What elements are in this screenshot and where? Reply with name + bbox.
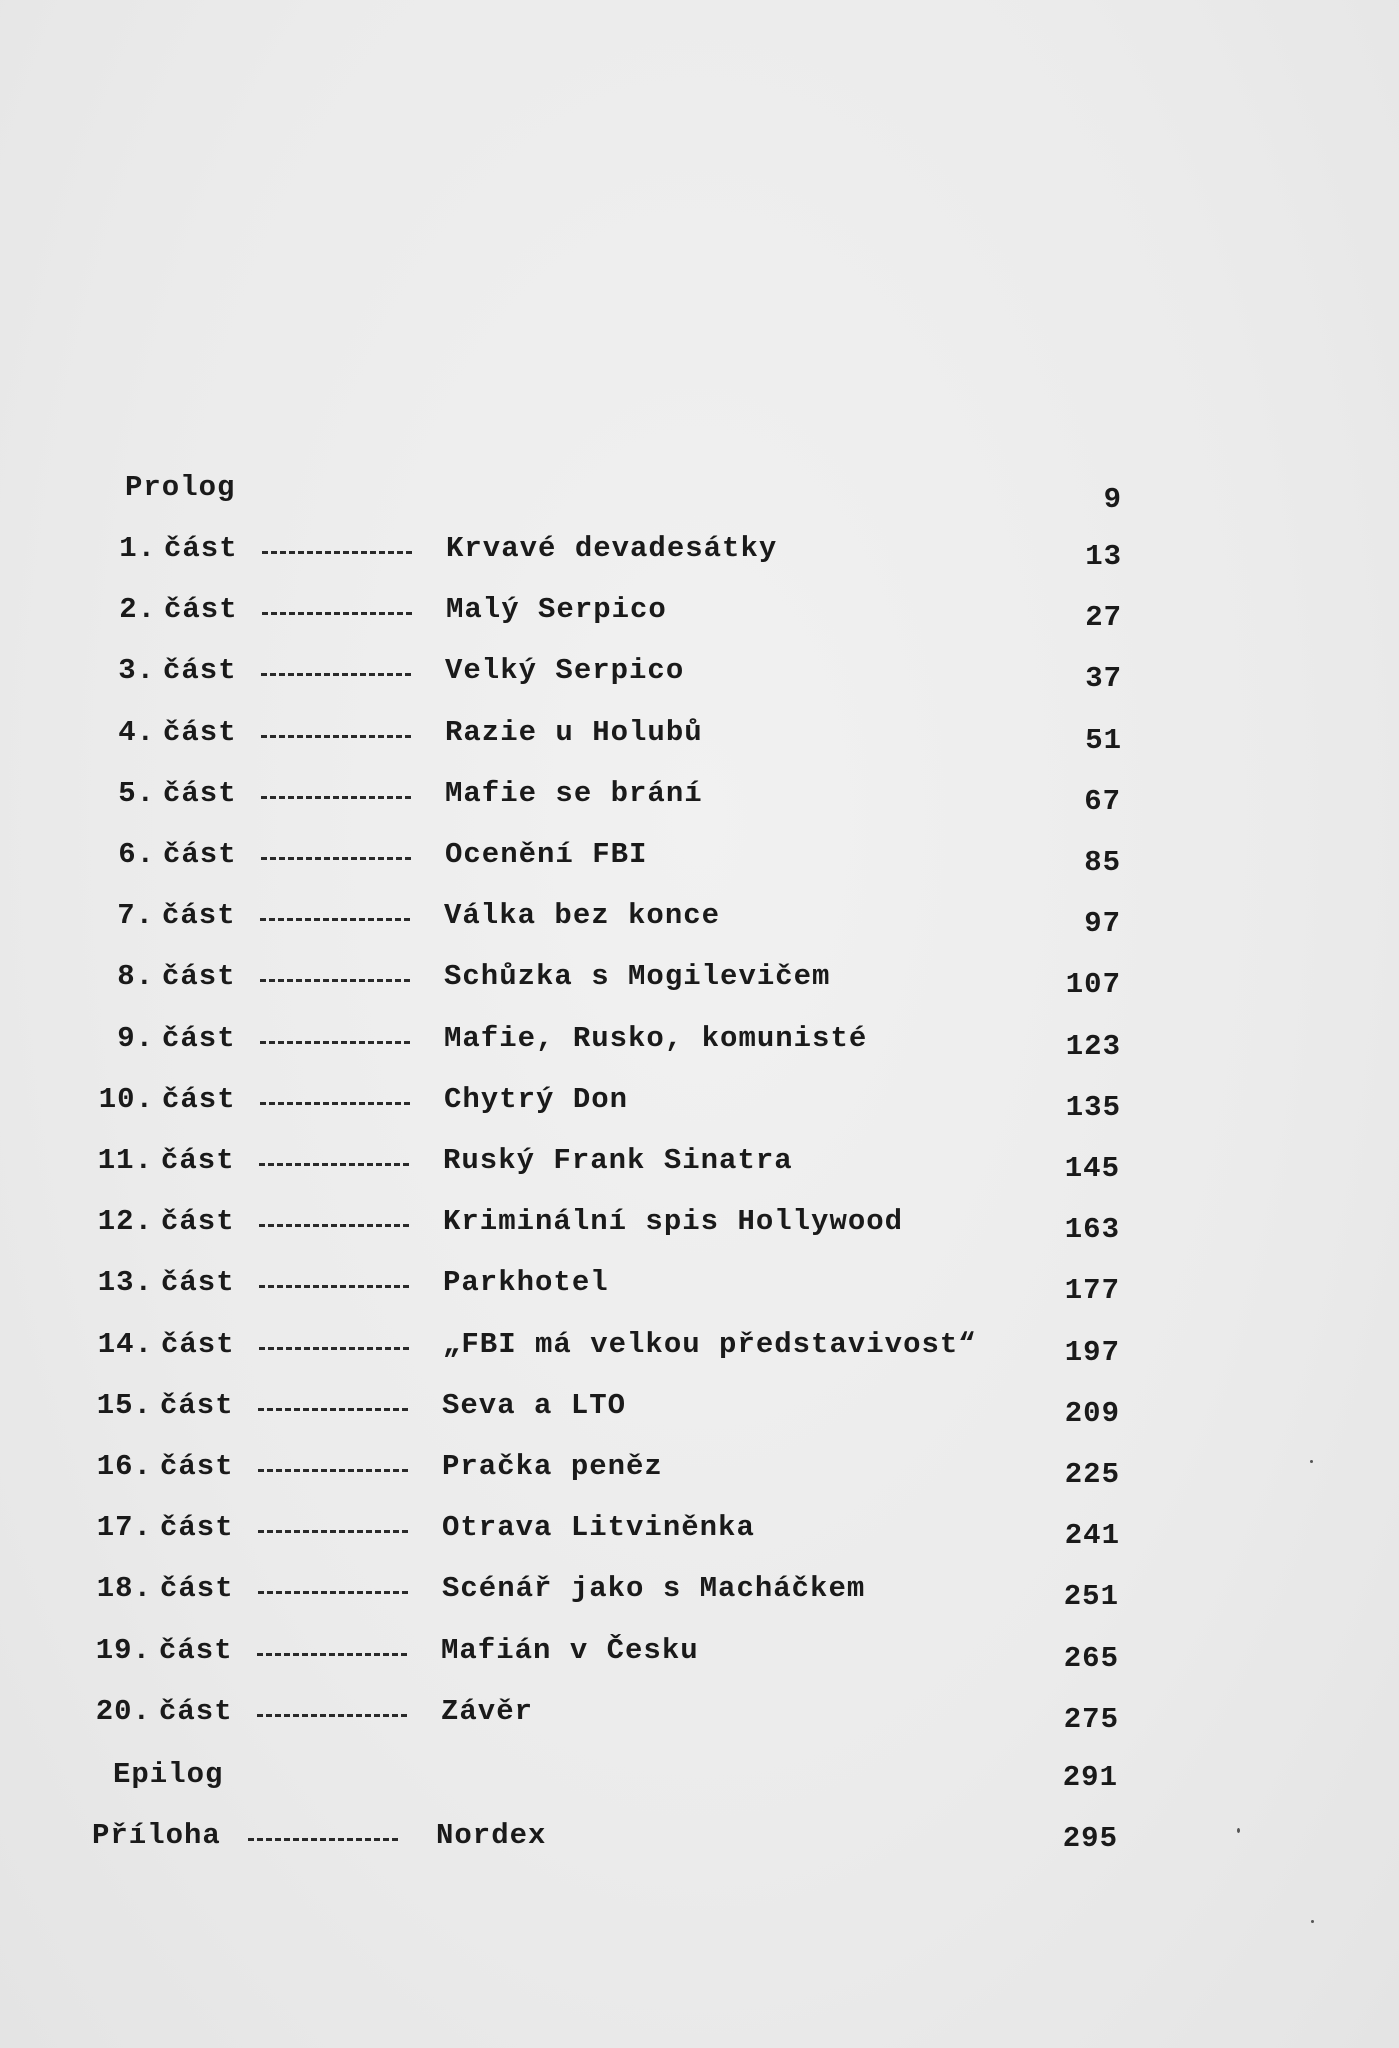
leader-dashes bbox=[248, 1838, 398, 1841]
toc-row bbox=[0, 713, 1399, 757]
leader-dashes bbox=[260, 1041, 410, 1044]
chapter-page: 135 bbox=[1065, 1091, 1121, 1124]
chapter-title: Malý Serpico bbox=[446, 593, 667, 626]
leader-dashes bbox=[259, 1285, 409, 1288]
chapter-number: 20. bbox=[95, 1695, 151, 1728]
chapter-page: 251 bbox=[1063, 1580, 1119, 1613]
toc-row bbox=[0, 590, 1399, 634]
leader-dashes bbox=[261, 735, 411, 738]
leader-dashes bbox=[258, 1469, 408, 1472]
toc-row bbox=[0, 1508, 1399, 1552]
chapter-page: 209 bbox=[1064, 1397, 1120, 1430]
chapter-number: 17. bbox=[96, 1511, 152, 1544]
toc-row bbox=[0, 529, 1399, 573]
chapter-title: Otrava Litviněnka bbox=[442, 1511, 755, 1544]
chapter-number: 13. bbox=[97, 1266, 153, 1299]
chapter-title: Razie u Holubů bbox=[445, 716, 703, 749]
leader-dashes bbox=[262, 612, 412, 615]
chapter-page: 163 bbox=[1064, 1213, 1120, 1246]
toc-row bbox=[0, 1386, 1399, 1430]
chapter-title: Schůzka s Mogilevičem bbox=[444, 960, 831, 993]
leader-dashes bbox=[260, 918, 410, 921]
chapter-page: 107 bbox=[1065, 968, 1121, 1001]
chapter-number: 5. bbox=[118, 777, 155, 810]
chapter-number: 8. bbox=[117, 960, 154, 993]
chapter-part-label: část bbox=[163, 654, 237, 687]
chapter-title: Kriminální spis Hollywood bbox=[443, 1205, 904, 1238]
toc-row bbox=[0, 1202, 1399, 1246]
toc-row bbox=[0, 957, 1399, 1001]
chapter-part-label: část bbox=[161, 1328, 235, 1361]
toc-row-epilog bbox=[0, 1755, 1399, 1795]
chapter-title: „FBI má velkou představivost“ bbox=[443, 1328, 977, 1361]
toc-row bbox=[0, 1141, 1399, 1185]
chapter-page: 27 bbox=[1085, 601, 1122, 634]
chapter-part-label: část bbox=[163, 716, 237, 749]
chapter-page: 225 bbox=[1064, 1458, 1120, 1491]
chapter-page: 197 bbox=[1064, 1336, 1120, 1369]
chapter-number: 18. bbox=[96, 1572, 152, 1605]
leader-dashes bbox=[257, 1714, 407, 1717]
toc-row bbox=[0, 1080, 1399, 1124]
toc-row bbox=[0, 1263, 1399, 1307]
chapter-part-label: část bbox=[160, 1450, 234, 1483]
paper-speck bbox=[1237, 1828, 1240, 1833]
chapter-number: 1. bbox=[119, 532, 156, 565]
paper-speck bbox=[1311, 1920, 1314, 1923]
chapter-title: Chytrý Don bbox=[444, 1083, 629, 1116]
chapter-page: 265 bbox=[1063, 1642, 1119, 1675]
leader-dashes bbox=[260, 1102, 410, 1105]
chapter-number: 7. bbox=[117, 899, 154, 932]
leader-dashes bbox=[261, 857, 411, 860]
chapter-part-label: část bbox=[161, 1144, 235, 1177]
chapter-page: 37 bbox=[1085, 662, 1122, 695]
chapter-part-label: část bbox=[159, 1634, 233, 1667]
leader-dashes bbox=[260, 979, 410, 982]
chapter-part-label: část bbox=[162, 1083, 236, 1116]
toc-row bbox=[0, 774, 1399, 818]
chapter-title: Seva a LTO bbox=[442, 1389, 627, 1422]
toc-row bbox=[0, 1569, 1399, 1613]
epilog-page: 291 bbox=[1062, 1761, 1118, 1794]
chapter-part-label: část bbox=[160, 1511, 234, 1544]
chapter-page: 177 bbox=[1064, 1274, 1120, 1307]
epilog-label: Epilog bbox=[113, 1758, 224, 1791]
leader-dashes bbox=[258, 1530, 408, 1533]
chapter-title: Velký Serpico bbox=[445, 654, 685, 687]
toc-row bbox=[0, 651, 1399, 695]
toc-row-priloha bbox=[0, 1816, 1399, 1856]
chapter-number: 11. bbox=[97, 1144, 153, 1177]
toc-row bbox=[0, 896, 1399, 940]
chapter-part-label: část bbox=[162, 960, 236, 993]
chapter-part-label: část bbox=[159, 1695, 233, 1728]
toc-row bbox=[0, 835, 1399, 879]
chapter-part-label: část bbox=[162, 1022, 236, 1055]
chapter-number: 2. bbox=[119, 593, 156, 626]
leader-dashes bbox=[258, 1591, 408, 1594]
chapter-part-label: část bbox=[163, 777, 237, 810]
chapter-title: Parkhotel bbox=[443, 1266, 609, 1299]
chapter-title: Pračka peněz bbox=[442, 1450, 663, 1483]
leader-dashes bbox=[258, 1408, 408, 1411]
chapter-number: 14. bbox=[97, 1328, 153, 1361]
leader-dashes bbox=[261, 796, 411, 799]
chapter-number: 10. bbox=[98, 1083, 154, 1116]
chapter-title: Válka bez konce bbox=[444, 899, 721, 932]
priloha-page: 295 bbox=[1062, 1822, 1118, 1855]
chapter-number: 12. bbox=[97, 1205, 153, 1238]
chapter-title: Ocenění FBI bbox=[445, 838, 648, 871]
chapter-part-label: část bbox=[162, 899, 236, 932]
leader-dashes bbox=[257, 1653, 407, 1656]
priloha-title: Nordex bbox=[436, 1819, 547, 1852]
chapter-number: 15. bbox=[96, 1389, 152, 1422]
leader-dashes bbox=[259, 1163, 409, 1166]
chapter-number: 6. bbox=[118, 838, 155, 871]
chapter-part-label: část bbox=[161, 1205, 235, 1238]
toc-row bbox=[0, 1631, 1399, 1675]
leader-dashes bbox=[259, 1224, 409, 1227]
chapter-part-label: část bbox=[160, 1572, 234, 1605]
chapter-page: 275 bbox=[1063, 1703, 1119, 1736]
chapter-title: Mafie se brání bbox=[445, 777, 703, 810]
chapter-title: Krvavé devadesátky bbox=[446, 532, 778, 565]
chapter-number: 19. bbox=[95, 1634, 151, 1667]
chapter-part-label: část bbox=[160, 1389, 234, 1422]
chapter-number: 3. bbox=[118, 654, 155, 687]
chapter-part-label: část bbox=[164, 593, 238, 626]
chapter-number: 4. bbox=[118, 716, 155, 749]
chapter-page: 123 bbox=[1065, 1030, 1121, 1063]
chapter-page: 67 bbox=[1084, 785, 1121, 818]
chapter-title: Mafián v Česku bbox=[441, 1634, 699, 1667]
chapter-page: 13 bbox=[1085, 540, 1122, 573]
leader-dashes bbox=[259, 1347, 409, 1350]
chapter-number: 16. bbox=[96, 1450, 152, 1483]
chapter-page: 85 bbox=[1084, 846, 1121, 879]
chapter-part-label: část bbox=[161, 1266, 235, 1299]
toc-row bbox=[0, 1692, 1399, 1736]
paper-speck bbox=[1310, 1460, 1313, 1463]
chapter-page: 51 bbox=[1085, 724, 1122, 757]
toc-row bbox=[0, 1325, 1399, 1369]
chapter-part-label: část bbox=[163, 838, 237, 871]
leader-dashes bbox=[262, 551, 412, 554]
leader-dashes bbox=[261, 673, 411, 676]
toc-row bbox=[0, 1019, 1399, 1063]
prolog-label: Prolog bbox=[125, 471, 236, 504]
chapter-title: Ruský Frank Sinatra bbox=[443, 1144, 793, 1177]
toc-row-prolog bbox=[0, 468, 1399, 516]
chapter-number: 9. bbox=[117, 1022, 154, 1055]
chapter-page: 145 bbox=[1064, 1152, 1120, 1185]
chapter-title: Závěr bbox=[441, 1695, 534, 1728]
chapter-title: Scénář jako s Macháčkem bbox=[442, 1572, 866, 1605]
chapter-page: 97 bbox=[1084, 907, 1121, 940]
chapter-page: 241 bbox=[1064, 1519, 1120, 1552]
priloha-label: Příloha bbox=[92, 1819, 221, 1852]
chapter-part-label: část bbox=[164, 532, 238, 565]
prolog-page: 9 bbox=[1103, 483, 1122, 516]
toc-row bbox=[0, 1447, 1399, 1491]
chapter-title: Mafie, Rusko, komunisté bbox=[444, 1022, 868, 1055]
